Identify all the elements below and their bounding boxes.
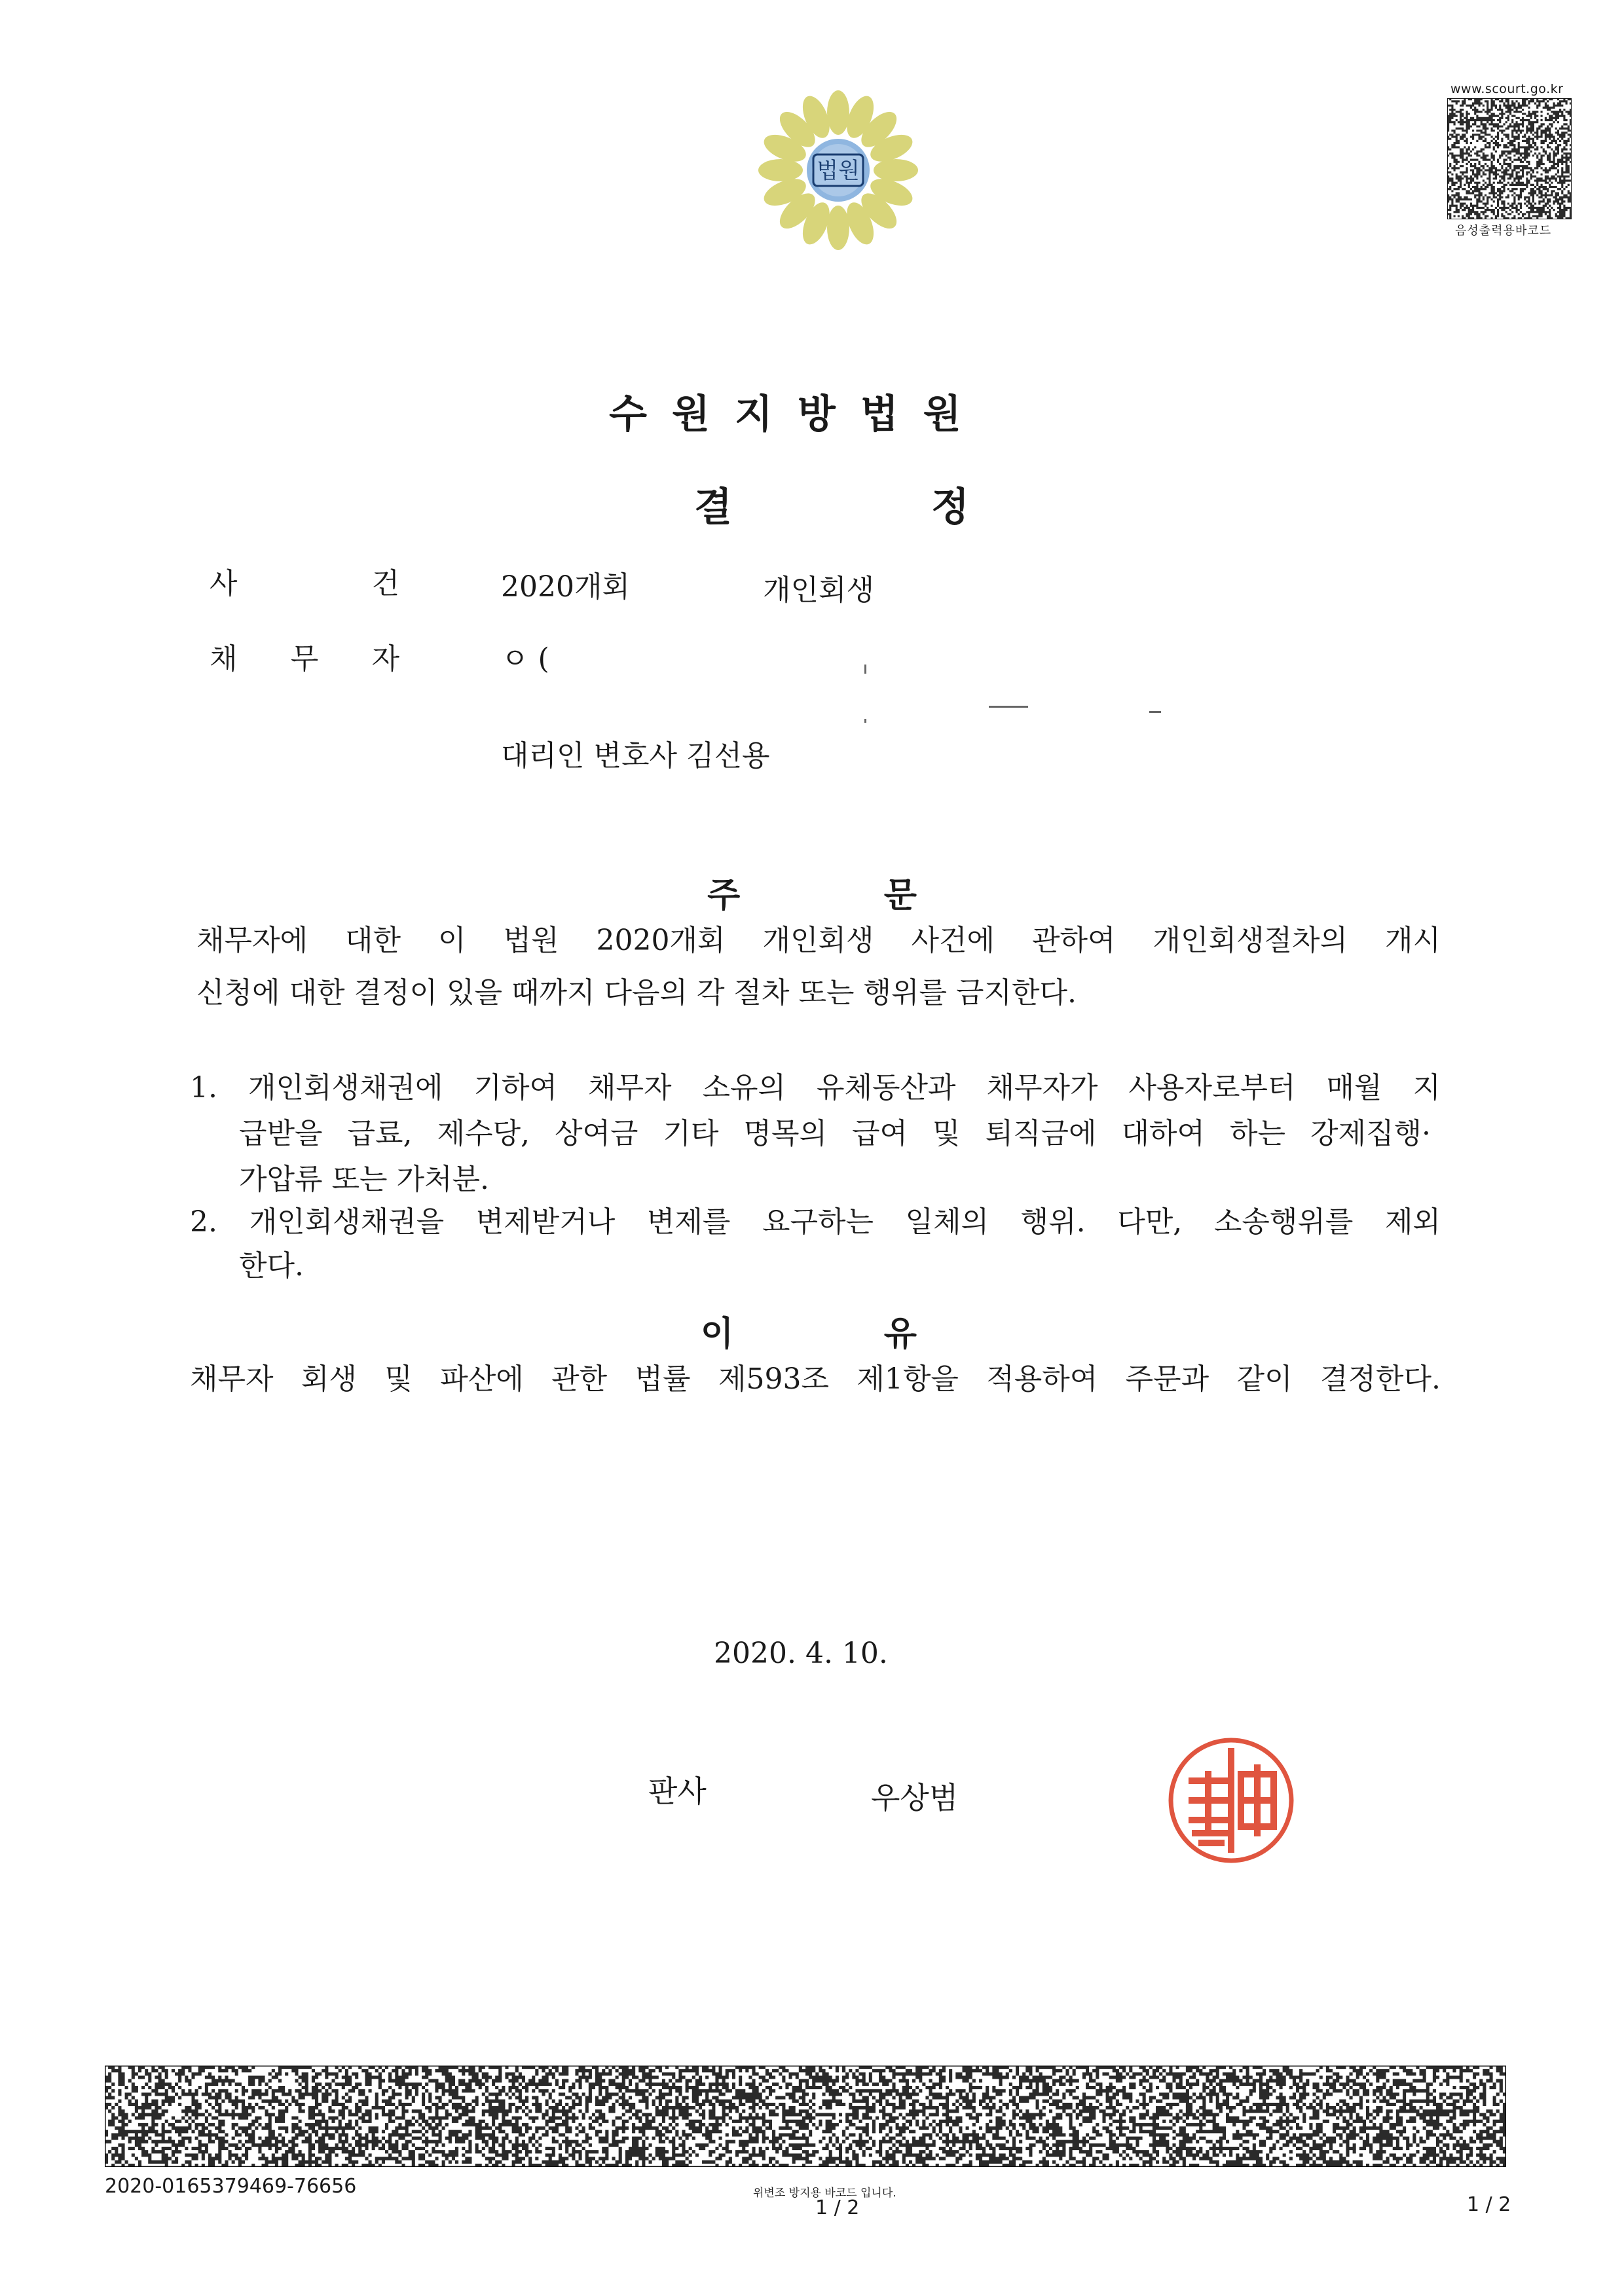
judge-title: 판사 <box>648 1774 707 1809</box>
agent-line: 대리인 변호사 김선용 <box>501 739 770 773</box>
order-item-1-cont: 가압류 또는 가처분. <box>239 1163 489 1196</box>
voice-output-qr-icon <box>1447 98 1572 219</box>
reason-text: 채무자 회생 및 파산에 관한 법률 제593조 제1항을 적용하여 주문과 같이 결정한다. <box>190 1362 1441 1396</box>
decision-date: 2020. 4. 10. <box>714 1637 888 1670</box>
case-label-char: 사 <box>210 567 238 600</box>
order-item-2-cont: 한다. <box>239 1249 304 1283</box>
order-text-line: 채무자에 대한 이 법원 2020개회 개인회생 사건에 관하여 개인회생절차의 개시 <box>196 924 1441 957</box>
court-emblem-icon <box>753 85 923 255</box>
case-label-char: 건 <box>371 567 399 600</box>
order-item-2: 2. 개인회생채권을 변제받거나 변제를 요구하는 일체의 행위. 다만, 소송행위를 제외 <box>190 1205 1441 1239</box>
judge-name: 우상범 <box>871 1780 959 1815</box>
debtor-label-char: 자 <box>371 642 399 676</box>
order-text-line: 신청에 대한 결정이 있을 때까지 다음의 각 절차 또는 행위를 금지한다. <box>196 976 1077 1010</box>
emblem-text: 법원 <box>817 158 860 184</box>
order-item-1: 1. 개인회생채권에 기하여 채무자 소유의 유체동산과 채무자가 사용자로부터 매월 지 <box>190 1071 1441 1104</box>
order-heading-char: 주 <box>707 876 741 915</box>
case-name: 개인회생 <box>763 574 875 607</box>
qr-url-text: www.scourt.go.kr <box>1450 82 1564 96</box>
debtor-label-char: 채 <box>210 642 238 676</box>
qr-label-text: 음성출력용바코드 <box>1455 224 1552 238</box>
order-heading-char: 문 <box>883 876 917 915</box>
case-number: 2020개회 <box>501 570 630 604</box>
debtor-label <box>210 642 399 676</box>
reason-heading <box>701 1306 917 1355</box>
judge-seal-stamp-icon <box>1166 1735 1297 1866</box>
anti-forgery-barcode-icon <box>105 2066 1506 2167</box>
decision-title <box>694 476 969 532</box>
page-indicator-right: 1 / 2 <box>1467 2193 1511 2216</box>
court-title: 수원지방법원 <box>609 392 986 437</box>
decision-title-char: 결 <box>694 484 732 530</box>
order-item-1-cont: 급받을 급료, 제수당, 상여금 기타 명목의 급여 및 퇴직금에 대하여 하는 강제집행· <box>239 1117 1431 1150</box>
case-label <box>210 567 399 600</box>
decision-title-char: 정 <box>931 484 969 530</box>
debtor-label-char: 무 <box>290 642 319 676</box>
order-heading <box>707 867 917 917</box>
debtor-name: ㅇ ( <box>501 642 549 676</box>
reason-heading-char: 유 <box>883 1315 917 1354</box>
reason-heading-char: 이 <box>701 1315 734 1354</box>
forgery-note: 위변조 방지용 바코드 입니다. <box>753 2187 896 2200</box>
document-number: 2020-0165379469-76656 <box>105 2175 357 2198</box>
page-indicator-center: 1 / 2 <box>815 2196 860 2219</box>
